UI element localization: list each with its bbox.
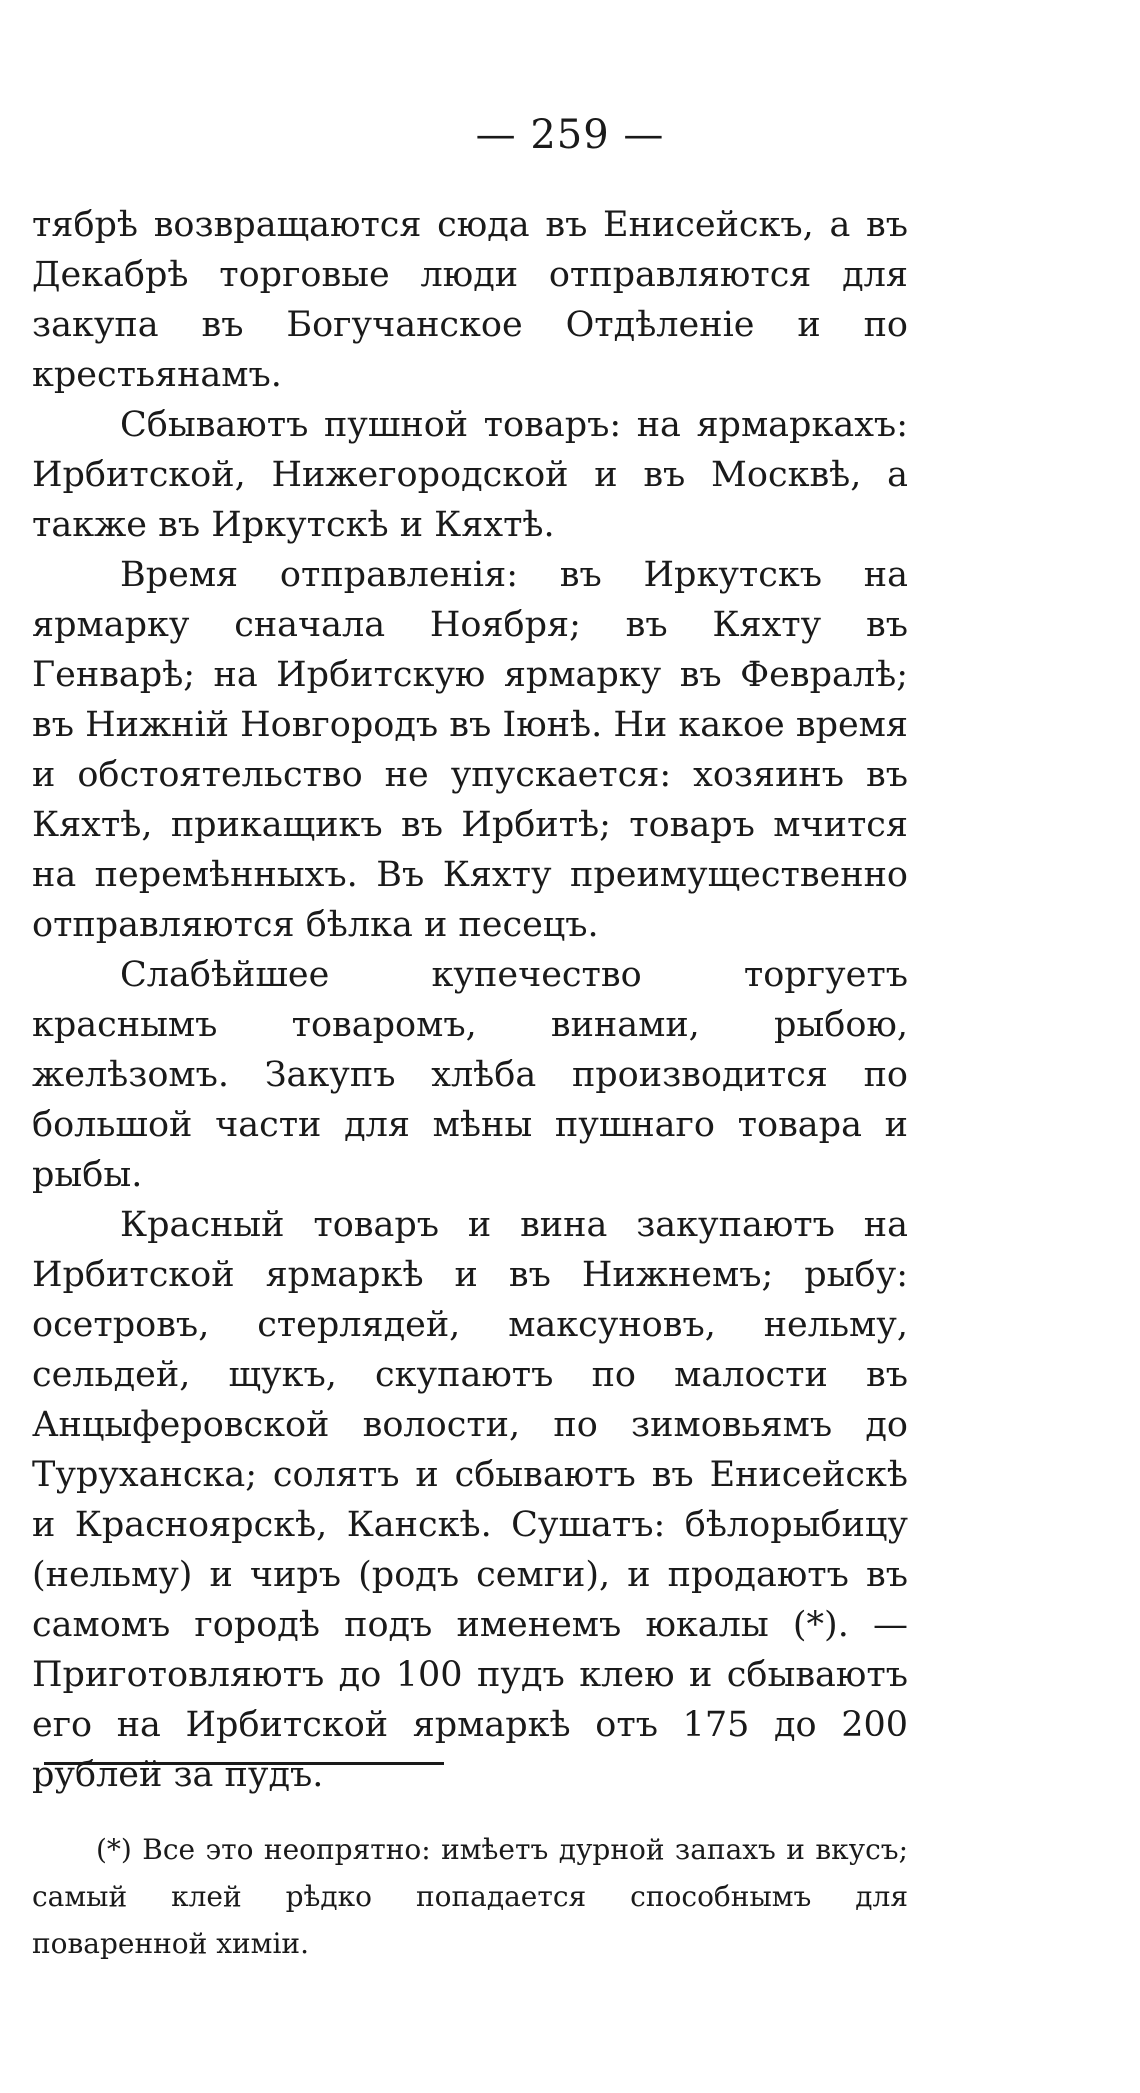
paragraph: Время отправленія: въ Иркутскъ на ярмарку сначала Ноября; въ Кяхту въ Генварѣ; на Ирбитскую ярмарку въ Февралѣ; въ Нижній Новгородъ въ Іюнѣ. Ни какое время и обстоятельство не упускается: хозяинъ въ Кяхтѣ, прикащикъ въ Ирбитѣ; товаръ мчится на перемѣнныхъ. Въ Кяхту преимущественно отправляются бѣлка и песецъ. xyxy=(32,555,908,945)
footnote-divider xyxy=(44,1762,444,1765)
paragraph: Слабѣйшее купечество торгуетъ краснымъ товаромъ, винами, рыбою, желѣзомъ. Закупъ хлѣба производится по большой части для мѣны пушнаго товара и рыбы. xyxy=(32,955,908,1195)
paragraph: тябрѣ возвращаются сюда въ Енисейскъ, а въ Декабрѣ торговые люди отправляются для закупа въ Богучанское Отдѣленіе и по крестьянамъ. xyxy=(32,205,908,395)
footnote: (*) Все это неопрятно: имѣетъ дурной запахъ и вкусъ; самый клей рѣдко попадается способнымъ для поваренной химіи. xyxy=(32,1833,908,1960)
page-number: — 259 — xyxy=(475,112,665,158)
paragraph: Красный товаръ и вина закупаютъ на Ирбитской ярмаркѣ и въ Нижнемъ; рыбу: осетровъ, стерлядей, максуновъ, нельму, сельдей, щукъ, скупаютъ по малости въ Анцыферовской волости, по зимовьямъ до Туруханска; солятъ и сбываютъ въ Енисейскѣ и Красноярскѣ, Канскѣ. Сушатъ: бѣлорыбицу (нельму) и чиръ (родъ семги), и продаютъ въ самомъ городѣ подъ именемъ юкалы (*). — Приготовляютъ до 100 пудъ клею и сбываютъ его на Ирбитской ярмаркѣ отъ 175 до 200 рублей за пудъ. xyxy=(32,1205,908,1795)
paragraph: Сбываютъ пушной товаръ: на ярмаркахъ: Ирбитской, Нижегородской и въ Москвѣ, а также въ Иркутскѣ и Кяхтѣ. xyxy=(32,405,908,545)
body-text xyxy=(32,200,908,1800)
